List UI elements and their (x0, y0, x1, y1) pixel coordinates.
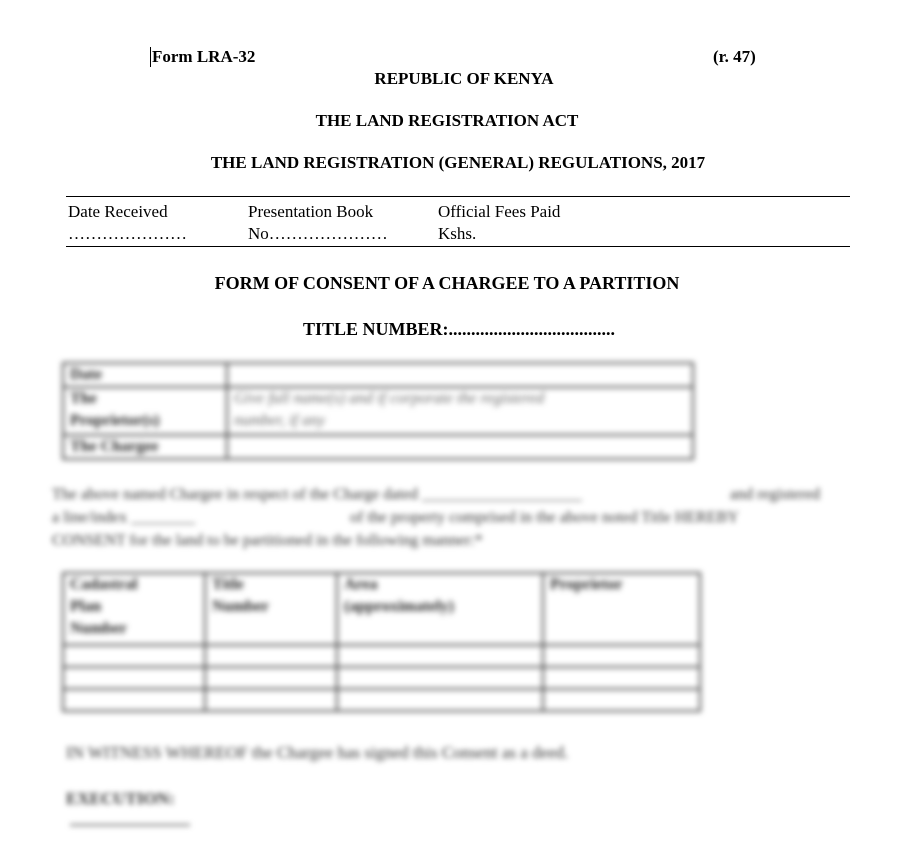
date-received-label (68, 201, 187, 245)
area-header-2: (approximately) (344, 598, 454, 615)
signature-line (70, 824, 190, 826)
parties-table (62, 362, 694, 460)
table-cell (63, 667, 205, 689)
title-number: TITLE NUMBER:..................................... (302, 319, 616, 339)
title-number-header (205, 573, 337, 645)
regulations-heading: THE LAND REGISTRATION (GENERAL) REGULATIONS, 2017 (210, 153, 706, 172)
official-fees-text: Official Fees Paid (438, 202, 561, 221)
proprietor-header (543, 573, 700, 645)
top-rule (66, 196, 850, 197)
proprietor-header-1: Proprietor (550, 576, 623, 593)
official-fees-label (438, 201, 560, 245)
area-header-1: Area (344, 576, 378, 593)
table-cell (337, 689, 543, 711)
fees-currency: Kshs. (438, 224, 477, 243)
table-cell (543, 667, 700, 689)
table-cell (63, 689, 205, 711)
consent-paragraph (52, 483, 852, 552)
table-cell (205, 645, 337, 667)
chargee-value-cell (227, 435, 693, 459)
table-cell (205, 689, 337, 711)
form-title: FORM OF CONSENT OF A CHARGEE TO A PARTITION (214, 273, 680, 293)
presentation-book-label (248, 201, 388, 245)
cadastral-header-1: Cadastral (70, 576, 138, 593)
cadastral-header-3: Number (70, 620, 127, 637)
date-cell: Date (63, 363, 227, 387)
area-header (337, 573, 543, 645)
table-cell (337, 667, 543, 689)
proprietor-label-1: The (70, 390, 97, 407)
partition-table (62, 572, 701, 712)
text-cursor (150, 47, 151, 67)
proprietor-label-2: Proprietor(s) (70, 412, 160, 429)
table-cell (543, 645, 700, 667)
proprietor-hint-cell (227, 387, 693, 435)
table-cell (63, 645, 205, 667)
date-received-text: Date Received (68, 202, 168, 221)
date-value-cell (227, 363, 693, 387)
proprietor-hint-1: Give full name(s) and if corporate the registered (234, 390, 545, 407)
consent-line-2b: of the property comprised in the above noted Title HEREBY (350, 509, 739, 526)
consent-line-1b: and registered (730, 486, 821, 503)
proprietor-label-cell (63, 387, 227, 435)
proprietor-hint-2: number, if any (234, 412, 326, 429)
title-header-1: Title (212, 576, 244, 593)
form-number: Form LRA-32 (152, 47, 256, 66)
consent-line-1a: The above named Chargee in respect of the Charge dated ____________________ (52, 486, 582, 503)
date-received-dots: ………………… (68, 224, 187, 243)
act-heading: THE LAND REGISTRATION ACT (315, 111, 579, 130)
table-cell (337, 645, 543, 667)
cadastral-plan-header (63, 573, 205, 645)
republic-heading: REPUBLIC OF KENYA (374, 69, 554, 88)
execution-heading: EXECUTION: (66, 789, 175, 808)
presentation-book-no: No………………… (248, 224, 388, 243)
chargee-cell: The Chargee (63, 435, 227, 459)
title-header-2: Number (212, 598, 269, 615)
table-cell (205, 667, 337, 689)
presentation-book-text: Presentation Book (248, 202, 374, 221)
witness-clause: IN WITNESS WHEREOF the Chargee has signed this Consent as a deed. (66, 743, 569, 762)
rule-reference: (r. 47) (713, 47, 756, 66)
consent-line-2a: a line/index ________ (52, 509, 196, 526)
table-cell (543, 689, 700, 711)
consent-line-3: CONSENT for the land to be partitioned in the following manner:* (52, 532, 483, 549)
cadastral-header-2: Plan (70, 598, 102, 615)
bottom-rule (66, 246, 850, 247)
